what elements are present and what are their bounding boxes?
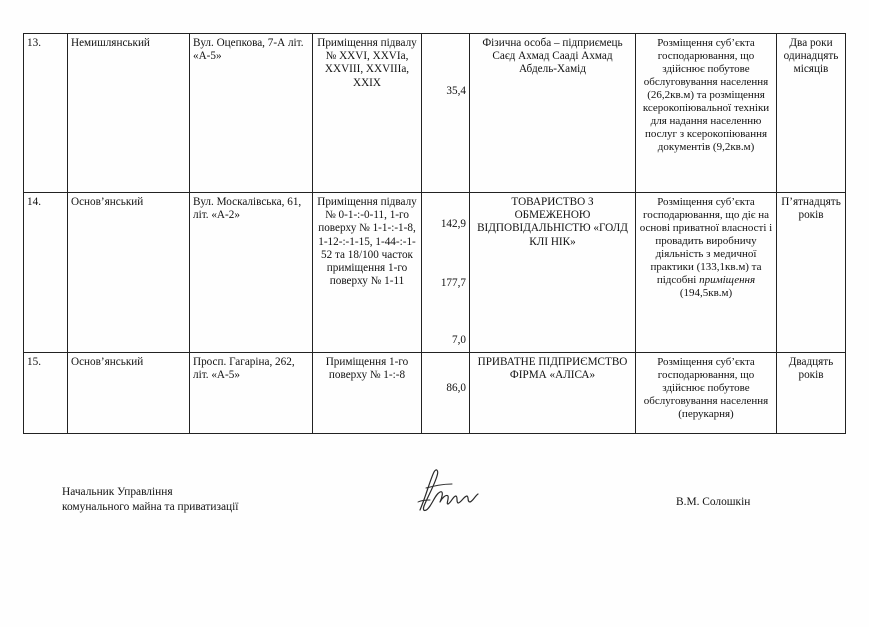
area-cell (422, 34, 470, 193)
tenant-cell: Фізична особа – підприємець Саєд Ахмад Сааді Ахмад Абдель-Хамід (470, 34, 636, 193)
table-row (24, 193, 846, 353)
address-cell: Вул. Москалівська, 61, літ. «А-2» (190, 193, 313, 353)
district-cell: Немишлянський (68, 34, 190, 193)
term-cell: П’ятнадцять років (777, 193, 846, 353)
table-row (24, 34, 846, 193)
area-cell (422, 353, 470, 434)
premises-cell: Приміщення підвалу № XXVI, XXVIа, XXVIII, XXVIIIа, XXIX (313, 34, 422, 193)
premises-cell: Приміщення підвалу № 0-1-:-0-11, 1-го поверху № 1-1-:-1-8, 1-12-:-1-15, 1-44-:-1-52 та 18/100 часток приміщення 1-го поверху № 1-11 (313, 193, 422, 353)
district-cell: Основ’янський (68, 353, 190, 434)
position-line-1: Начальник Управління (62, 486, 173, 498)
lease-table (23, 33, 846, 434)
term-cell: Два роки одинадцять місяців (777, 34, 846, 193)
area-value: 7,0 (452, 334, 466, 347)
area-value: 35,4 (446, 85, 466, 97)
table-row (24, 353, 846, 434)
tenant-cell: ПРИВАТНЕ ПІДПРИЄМСТВО ФІРМА «АЛІСА» (470, 353, 636, 434)
row-number: 13. (24, 34, 68, 193)
premises-cell: Приміщення 1-го поверху № 1-:-8 (313, 353, 422, 434)
purpose-text: Розміщення суб’єкта господарювання, що діє на основі приватної власності і провадить виробничу діяльність з медичної практики (133,1кв.м) та підсобні (639, 196, 773, 286)
row-number: 14. (24, 193, 68, 353)
address-cell: Вул. Оцепкова, 7-А літ. «А-5» (190, 34, 313, 193)
area-value: 142,9 (440, 218, 466, 230)
address-cell: Просп. Гагаріна, 262, літ. «А-5» (190, 353, 313, 434)
term-cell: Двадцять років (777, 353, 846, 434)
position-line-2: комунального майна та приватизації (62, 500, 239, 513)
purpose-text-italic: приміщення (699, 273, 756, 286)
handwritten-signature (412, 466, 482, 518)
purpose-cell: Розміщення суб’єкта господарювання, що здійснює побутове обслуговування населення (перукарня) (636, 353, 777, 434)
row-number: 15. (24, 353, 68, 434)
purpose-cell (636, 193, 777, 353)
area-value: 177,7 (440, 277, 466, 290)
area-value: 86,0 (446, 382, 466, 394)
purpose-text-end: (194,5кв.м) (679, 286, 733, 299)
signatory-position (62, 485, 238, 515)
tenant-cell: ТОВАРИСТВО З ОБМЕЖЕНОЮ ВІДПОВІДАЛЬНІСТЮ «ГОЛД КЛІ НІК» (470, 193, 636, 353)
district-cell: Основ’янський (68, 193, 190, 353)
area-cell (422, 193, 470, 353)
purpose-cell: Розміщення суб’єкта господарювання, що здійснює побутове обслуговування населення (26,2кв.м) та розміщення ксерокопіювальної техніки для надання населенню послуг з ксерокопіювання документів (9,2кв.м) (636, 34, 777, 193)
signatory-name: В.М. Солошкін (676, 496, 751, 508)
